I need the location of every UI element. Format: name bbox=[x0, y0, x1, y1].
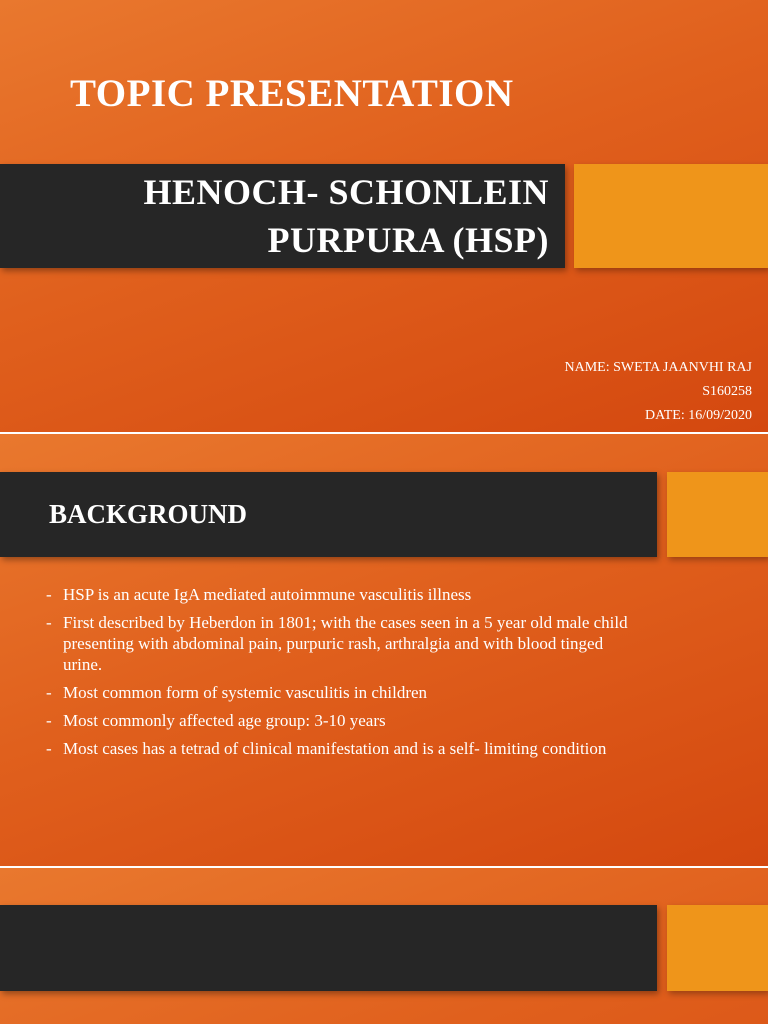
topic-title-line-2: PURPURA (HSP) bbox=[267, 220, 549, 260]
section-band bbox=[0, 472, 657, 557]
slide-background bbox=[0, 434, 768, 866]
slide-title bbox=[0, 0, 768, 432]
presentation-heading: TOPIC PRESENTATION bbox=[70, 72, 514, 115]
accent-block bbox=[574, 164, 768, 268]
presenter-info bbox=[565, 356, 753, 428]
topic-title bbox=[143, 168, 549, 264]
section-heading: BACKGROUND bbox=[49, 499, 248, 529]
section-band bbox=[0, 905, 657, 991]
bullet-item: - Most common form of systemic vasculitis in children bbox=[46, 682, 631, 703]
title-band bbox=[0, 164, 565, 268]
presenter-id: S160258 bbox=[702, 384, 752, 399]
slide-next bbox=[0, 868, 768, 1024]
bullet-item: - Most commonly affected age group: 3-10 years bbox=[46, 710, 631, 731]
topic-title-line-1: HENOCH- SCHONLEIN bbox=[143, 172, 549, 212]
bullet-item: - First described by Heberdon in 1801; with the cases seen in a 5 year old male child presenting with abdominal pain, purpuric rash, arthralgia and with blood tinged urine. bbox=[46, 612, 631, 675]
presentation-date: DATE: 16/09/2020 bbox=[645, 408, 752, 423]
accent-block bbox=[667, 472, 768, 557]
background-bullet-list bbox=[46, 584, 631, 766]
presenter-name: NAME: SWETA JAANVHI RAJ bbox=[564, 360, 752, 375]
bullet-item: - HSP is an acute IgA mediated autoimmune vasculitis illness bbox=[46, 584, 631, 605]
accent-block bbox=[667, 905, 768, 991]
bullet-item: - Most cases has a tetrad of clinical manifestation and is a self- limiting condition bbox=[46, 738, 631, 759]
